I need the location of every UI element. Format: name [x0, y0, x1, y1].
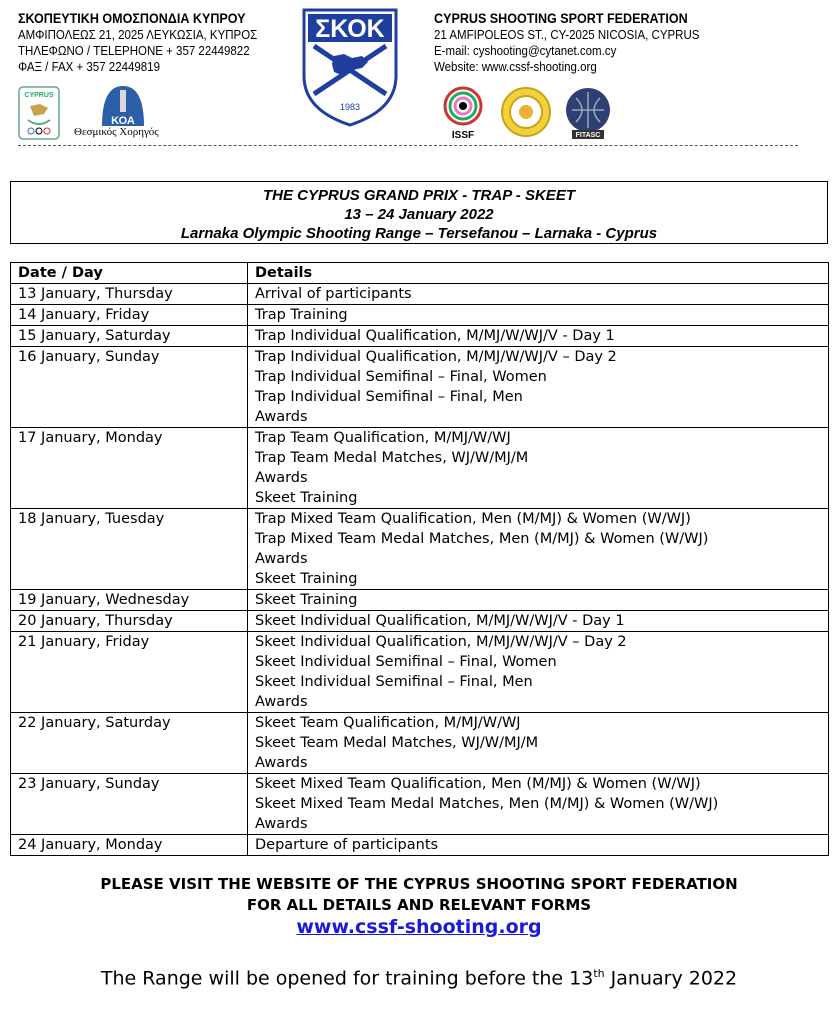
schedule-detail-line: Awards — [255, 409, 308, 425]
schedule-details — [248, 428, 829, 509]
schedule-detail-line: Awards — [255, 694, 308, 710]
address-greek: ΑΜΦΙΠΟΛΕΩΣ 21, 2025 ΛΕΥΚΩΣΙΑ, ΚΥΠΡΟΣ — [18, 28, 258, 42]
schedule-details — [248, 284, 829, 305]
schedule-detail-line: Trap Team Medal Matches, WJ/W/MJ/M — [255, 450, 529, 466]
schedule-detail-line: Trap Team Qualification, M/MJ/W/WJ — [255, 430, 511, 446]
schedule-row — [11, 305, 829, 326]
schedule-header-row — [11, 263, 829, 284]
skok-shield-logo — [300, 6, 400, 128]
schedule-detail-line: Trap Individual Semifinal – Final, Women — [255, 369, 547, 385]
header-date-day: Date / Day — [11, 263, 248, 284]
fitasc-logo-text: FITASC — [575, 132, 601, 139]
fitasc-logo — [562, 86, 614, 140]
schedule-row — [11, 428, 829, 509]
schedule-detail-line: Skeet Individual Semifinal – Final, Men — [255, 674, 533, 690]
schedule-row — [11, 590, 829, 611]
schedule-detail-line: Skeet Individual Semifinal – Final, Women — [255, 654, 557, 670]
email: E-mail: cyshooting@cytanet.com.cy — [434, 44, 617, 58]
shield-text: ΣΚΟΚ — [315, 15, 385, 43]
schedule-row — [11, 611, 829, 632]
schedule-detail-line: Awards — [255, 470, 308, 486]
schedule-detail-line: Skeet Individual Qualification, M/MJ/W/WJ/V – Day 2 — [255, 634, 627, 650]
range-note-tail: January 2022 — [604, 967, 738, 990]
schedule-details — [248, 509, 829, 590]
schedule-date: 19 January, Wednesday — [11, 590, 248, 611]
schedule-row — [11, 347, 829, 428]
koa-logo — [96, 82, 150, 130]
issf-logo-text: ISSF — [451, 130, 475, 140]
schedule-detail-line: Trap Individual Semifinal – Final, Men — [255, 389, 523, 405]
range-note-suffix: th — [593, 967, 605, 980]
header-divider — [18, 145, 798, 146]
website-line: Website: www.cssf-shooting.org — [434, 60, 597, 74]
schedule-details — [248, 611, 829, 632]
schedule-details — [248, 347, 829, 428]
schedule-body — [11, 284, 829, 856]
koa-logo-text: ΚΟΑ — [111, 115, 135, 127]
address-english: 21 AMFIPOLEOS ST., CY-2025 NICOSIA, CYPRUS — [434, 28, 700, 42]
header-details: Details — [248, 263, 829, 284]
schedule-detail-line: Skeet Mixed Team Medal Matches, Men (M/MJ) & Women (W/WJ) — [255, 796, 719, 812]
schedule-detail-line: Arrival of participants — [255, 286, 412, 302]
schedule-date: 17 January, Monday — [11, 428, 248, 509]
schedule-date: 21 January, Friday — [11, 632, 248, 713]
schedule-details — [248, 632, 829, 713]
schedule-detail-line: Awards — [255, 755, 308, 771]
schedule-detail-line: Departure of participants — [255, 837, 439, 853]
schedule-details — [248, 713, 829, 774]
schedule-row — [11, 835, 829, 856]
schedule-date: 18 January, Tuesday — [11, 509, 248, 590]
schedule-detail-line: Trap Mixed Team Medal Matches, Men (M/MJ) & Women (W/WJ) — [255, 531, 709, 547]
schedule-date: 20 January, Thursday — [11, 611, 248, 632]
schedule-detail-line: Trap Individual Qualification, M/MJ/W/WJ/V - Day 1 — [255, 328, 615, 344]
schedule-row — [11, 632, 829, 713]
schedule-date: 23 January, Sunday — [11, 774, 248, 835]
schedule-detail-line: Trap Mixed Team Qualification, Men (M/MJ) & Women (W/WJ) — [255, 511, 691, 527]
schedule-detail-line: Skeet Individual Qualification, M/MJ/W/WJ/V - Day 1 — [255, 613, 625, 629]
schedule-detail-line: Skeet Training — [255, 592, 358, 608]
schedule-table — [10, 262, 829, 856]
notice-line-1: PLEASE VISIT THE WEBSITE OF THE CYPRUS SHOOTING SPORT FEDERATION — [100, 875, 738, 893]
cyprus-logo-text: CYPRUS — [24, 92, 54, 99]
schedule-detail-line: Skeet Mixed Team Qualification, Men (M/MJ) & Women (W/WJ) — [255, 776, 701, 792]
schedule-row — [11, 284, 829, 305]
schedule-date: 22 January, Saturday — [11, 713, 248, 774]
website-link[interactable]: www.cssf-shooting.org — [296, 916, 542, 938]
sponsor-caption: Θεσμικός Χορηγός — [74, 126, 159, 138]
federation-name-greek: ΣΚΟΠΕΥΤΙΚΗ ΟΜΟΣΠΟΝΔΙΑ ΚΥΠΡΟΥ — [18, 11, 246, 26]
schedule-detail-line: Skeet Team Qualification, M/MJ/W/WJ — [255, 715, 521, 731]
range-note-text: The Range will be opened for training before the 13 — [100, 967, 594, 990]
letterhead-left — [18, 10, 298, 75]
schedule-date: 13 January, Thursday — [11, 284, 248, 305]
shield-year: 1983 — [339, 102, 361, 112]
schedule-details — [248, 305, 829, 326]
schedule-date: 16 January, Sunday — [11, 347, 248, 428]
letterhead-right — [434, 10, 834, 75]
event-dates: 13 – 24 January 2022 — [344, 206, 494, 223]
range-note — [0, 967, 838, 989]
fax: ΦΑΞ / FAX + 357 22449819 — [18, 60, 160, 74]
schedule-detail-line: Awards — [255, 551, 308, 567]
notice-line-2: FOR ALL DETAILS AND RELEVANT FORMS — [246, 896, 592, 914]
schedule-row — [11, 713, 829, 774]
gold-emblem-logo — [500, 86, 552, 138]
schedule-row — [11, 509, 829, 590]
event-venue: Larnaka Olympic Shooting Range – Tersefanou – Larnaka - Cyprus — [180, 225, 658, 242]
federation-name-english: CYPRUS SHOOTING SPORT FEDERATION — [434, 11, 688, 26]
event-title-box — [10, 181, 828, 244]
schedule-detail-line: Skeet Team Medal Matches, WJ/W/MJ/M — [255, 735, 539, 751]
schedule-date: 15 January, Saturday — [11, 326, 248, 347]
cyprus-olympic-logo — [18, 86, 60, 140]
schedule-detail-line: Skeet Training — [255, 571, 358, 587]
schedule-details — [248, 774, 829, 835]
schedule-detail-line: Trap Training — [255, 307, 348, 323]
schedule-details — [248, 590, 829, 611]
issf-logo — [440, 86, 486, 140]
schedule-detail-line: Trap Individual Qualification, M/MJ/W/WJ/V – Day 2 — [255, 349, 617, 365]
schedule-row — [11, 326, 829, 347]
schedule-details — [248, 835, 829, 856]
schedule-detail-line: Awards — [255, 816, 308, 832]
schedule-row — [11, 774, 829, 835]
schedule-date: 14 January, Friday — [11, 305, 248, 326]
telephone: ΤΗΛΕΦΩΝΟ / TELEPHONE + 357 22449822 — [18, 44, 250, 58]
schedule-details — [248, 326, 829, 347]
schedule-date: 24 January, Monday — [11, 835, 248, 856]
website-notice — [0, 874, 838, 916]
schedule-detail-line: Skeet Training — [255, 490, 358, 506]
event-title: THE CYPRUS GRAND PRIX - TRAP - SKEET — [263, 187, 575, 204]
